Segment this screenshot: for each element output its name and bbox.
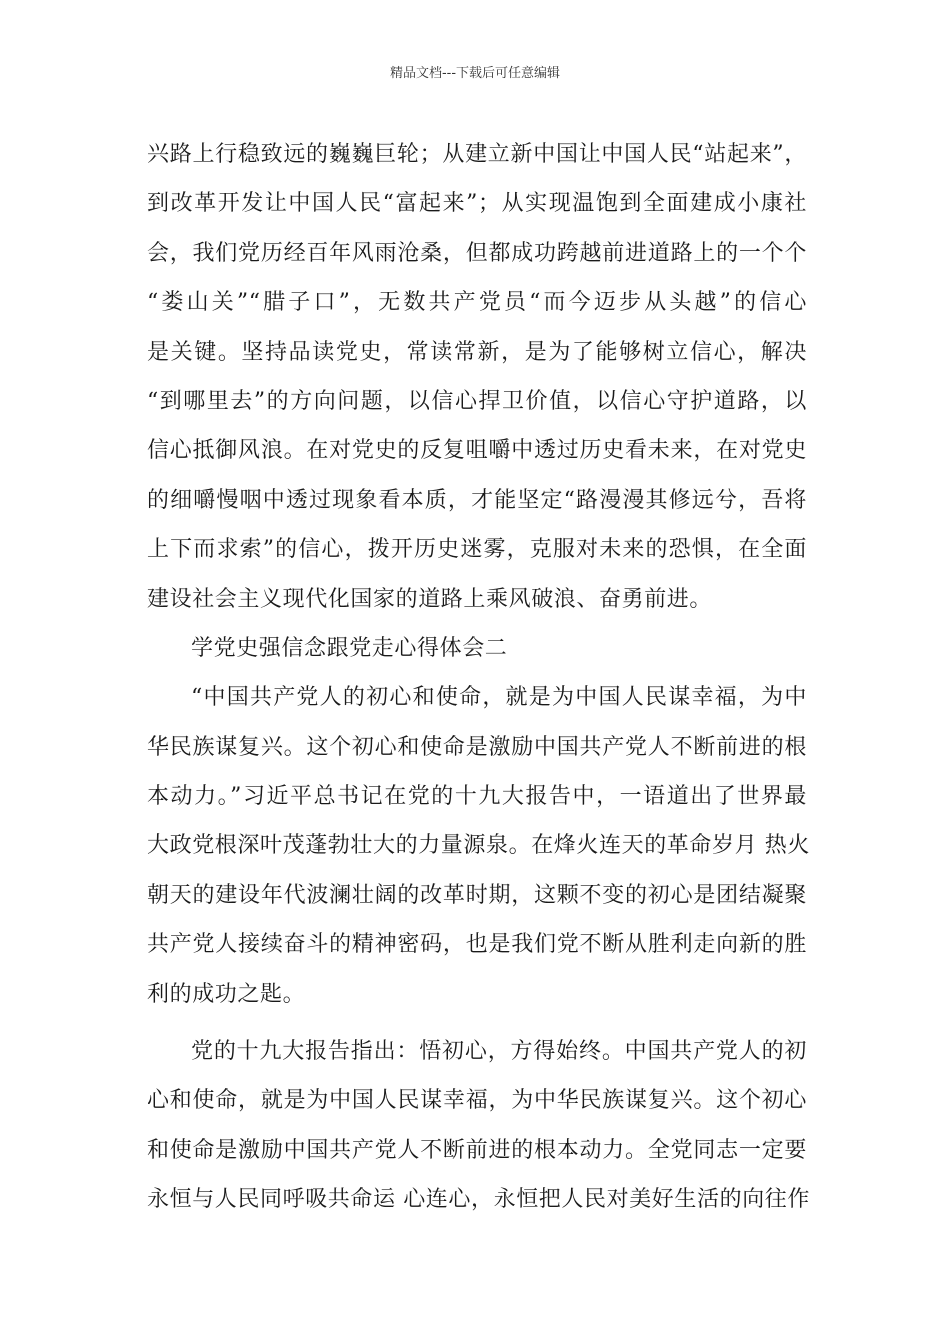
paragraph-1 (147, 130, 807, 624)
paragraph-line: 利的成功之匙。 (147, 981, 306, 1007)
paragraph-line: 共产党人接续奋斗的精神密码，也是我们党不断从胜利走向新的胜 (147, 932, 807, 958)
paragraph-line: 是关键。坚持品读党史，常读常新，是为了能够树立信心，解决 (147, 339, 807, 365)
paragraph-line: 到改革开发让中国人民“富起来”；从实现温饱到全面建成小康社 (147, 191, 807, 217)
paragraph-line: 兴路上行稳致远的巍巍巨轮；从建立新中国让中国人民“站起来”， (147, 142, 807, 167)
paragraph-line: “娄山关”“腊子口”，无数共产党员“而今迈步从头越”的信心 (147, 290, 807, 316)
paragraph-2 (147, 673, 810, 1019)
paragraph-line: 上下而求索”的信心，拨开历史迷雾，克服对未来的恐惧，在全面 (147, 537, 807, 563)
paragraph-line: 会，我们党历经百年风雨沧桑，但都成功跨越前进道路上的一个个 (147, 240, 807, 266)
paragraph-3 (147, 1027, 810, 1225)
paragraph-line: 朝天的建设年代波澜壮阔的改革时期，这颗不变的初心是团结凝聚 (147, 882, 807, 908)
paragraph-line: 本动力。”习近平总书记在党的十九大报告中，一语道出了世界最 (147, 784, 807, 810)
paragraph-line: 永恒与人民同呼吸共命运 心连心，永恒把人民对美好生活的向往作 (147, 1187, 810, 1213)
document-body (147, 130, 810, 1225)
paragraph-gap (147, 1019, 807, 1027)
paragraph-line: 信心抵御风浪。在对党史的反复咀嚼中透过历史看未来，在对党史 (147, 438, 807, 464)
paragraph-line: 的细嚼慢咽中透过现象看本质，才能坚定“路漫漫其修远兮，吾将 (147, 487, 807, 513)
paragraph-line: “到哪里去”的方向问题，以信心捍卫价值，以信心守护道路，以 (147, 388, 807, 414)
page-header: 精品文档---下载后可任意编辑 (389, 66, 561, 81)
paragraph-line: 党的十九大报告指出：悟初心，方得始终。中国共产党人的初 (191, 1039, 807, 1065)
section-title: 学党史强信念跟党走心得体会二 (191, 635, 508, 661)
paragraph-line: 心和使命，就是为中国人民谋幸福，为中华民族谋复兴。这个初心 (147, 1088, 807, 1114)
paragraph-line: 建设社会主义现代化国家的道路上乘风破浪、奋勇前进。 (147, 586, 713, 612)
paragraph-line: 大政党根深叶茂蓬勃壮大的力量源泉。在烽火连天的革命岁月 热火 (147, 833, 810, 859)
paragraph-line: “中国共产党人的初心和使命，就是为中国人民谋幸福，为中 (191, 685, 807, 711)
paragraph-line: 和使命是激励中国共产党人不断前进的根本动力。全党同志一定要 (147, 1137, 807, 1163)
paragraph-line: 华民族谋复兴。这个初心和使命是激励中国共产党人不断前进的根 (147, 734, 807, 760)
